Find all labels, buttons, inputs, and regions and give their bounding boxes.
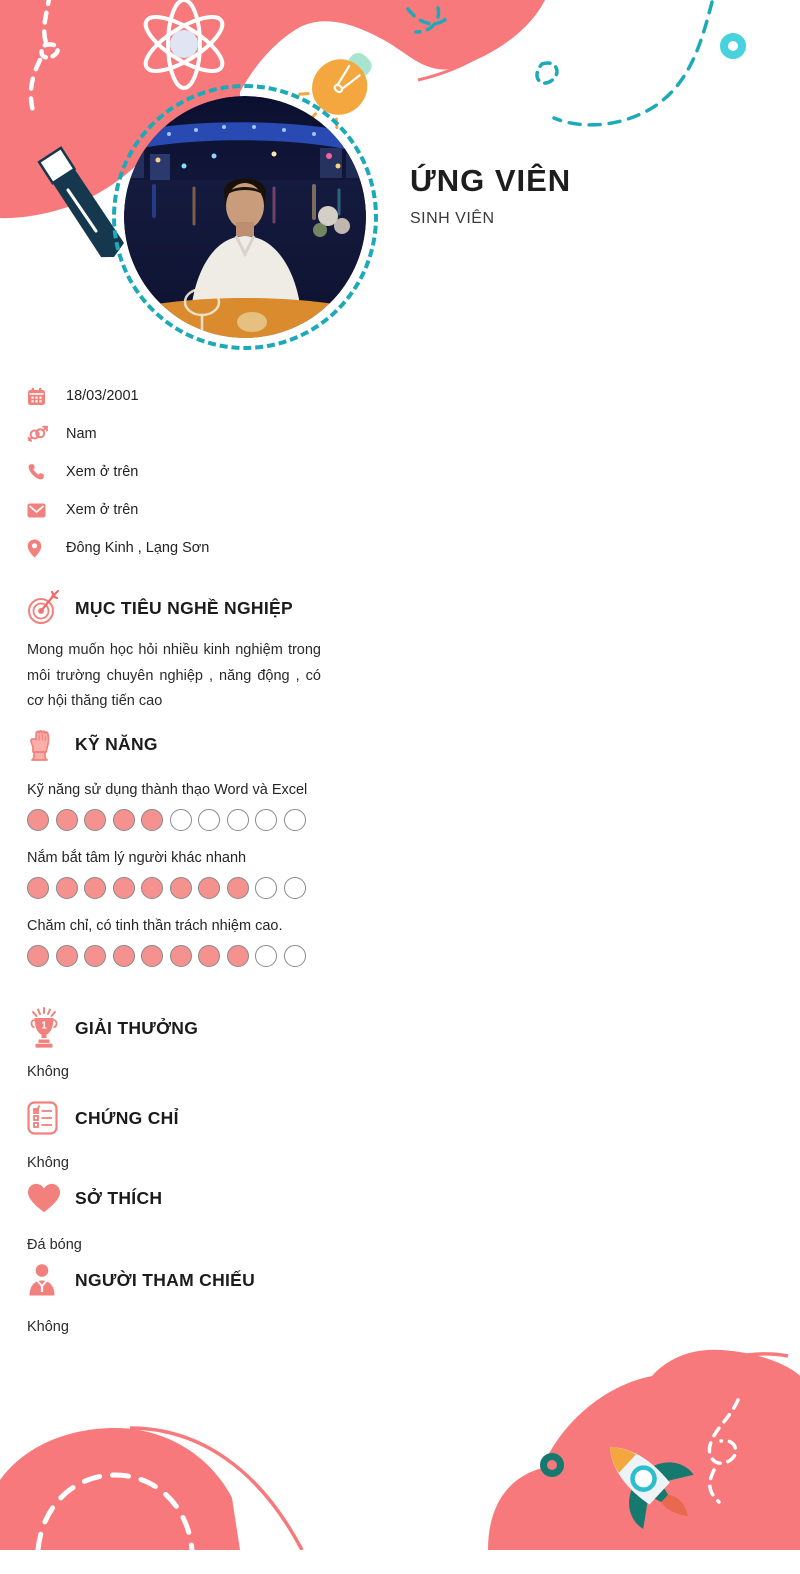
bottom-decoration	[0, 1330, 800, 1550]
certificate-icon	[27, 1100, 61, 1136]
skill-dot-filled	[227, 877, 249, 899]
hobbies-value: Đá bóng	[27, 1237, 82, 1253]
skill-dot-empty	[198, 809, 220, 831]
awards-title: GIẢI THƯỞNG	[75, 1017, 199, 1038]
skill-dots	[27, 945, 327, 967]
skill-dot-empty	[227, 809, 249, 831]
birthday-value: 18/03/2001	[66, 388, 139, 404]
info-row-phone	[27, 453, 357, 491]
teal-small-loop	[537, 63, 557, 83]
skill-dot-filled	[56, 809, 78, 831]
objective-title: MỤC TIÊU NGHỀ NGHIỆP	[75, 597, 293, 618]
awards-value: Không	[27, 1064, 69, 1080]
skill-dot-filled	[198, 877, 220, 899]
references-value: Không	[27, 1319, 69, 1335]
person-icon	[27, 1262, 61, 1298]
skill-dot-filled	[198, 945, 220, 967]
skill-dot-filled	[141, 945, 163, 967]
hobbies-title: SỞ THÍCH	[75, 1187, 163, 1208]
section-references	[27, 1258, 347, 1335]
info-row-birthday	[27, 377, 357, 415]
profile-photo	[124, 96, 366, 338]
skill-dot-filled	[84, 945, 106, 967]
skill-dot-filled	[113, 945, 135, 967]
skill-dot-filled	[84, 809, 106, 831]
skills-title: KỸ NĂNG	[75, 733, 158, 754]
gender-value: Nam	[66, 426, 97, 442]
section-certificates	[27, 1096, 347, 1171]
skill-dot-filled	[56, 877, 78, 899]
references-title: NGƯỜI THAM CHIẾU	[75, 1269, 256, 1290]
info-row-gender	[27, 415, 357, 453]
info-row-email	[27, 491, 357, 529]
skill-dot-empty	[284, 877, 306, 899]
skill-dot-filled	[170, 945, 192, 967]
trophy-icon	[27, 1005, 61, 1051]
teal-dashed-arc	[554, 2, 712, 125]
skill-label: Nắm bắt tâm lý người khác nhanh	[27, 850, 247, 866]
skill-dot-empty	[255, 877, 277, 899]
skill-dot-empty	[170, 809, 192, 831]
skill-label: Chăm chỉ, có tinh thần trách nhiệm cao.	[27, 918, 283, 934]
svg-text:1: 1	[41, 1020, 47, 1032]
skill-dot-filled	[141, 877, 163, 899]
phone-icon	[27, 463, 49, 481]
skill-dot-empty	[284, 945, 306, 967]
certificates-value: Không	[27, 1155, 69, 1171]
skill-dots	[27, 809, 327, 831]
skill-dot-filled	[84, 877, 106, 899]
section-awards	[27, 1006, 347, 1080]
skill-dot-filled	[27, 945, 49, 967]
hand-icon	[27, 726, 61, 762]
candidate-title: SINH VIÊN	[410, 210, 495, 227]
skill-dot-filled	[141, 809, 163, 831]
skill-dot-empty	[255, 945, 277, 967]
skill-dot-filled	[227, 945, 249, 967]
location-value: Đông Kinh , Lạng Sơn	[66, 540, 210, 556]
section-hobbies	[27, 1176, 347, 1253]
skill-dot-filled	[113, 877, 135, 899]
skill-dot-filled	[27, 809, 49, 831]
calendar-icon	[27, 387, 49, 406]
section-objective	[27, 590, 321, 715]
skill-dot-filled	[27, 877, 49, 899]
cyan-ring-icon	[724, 37, 742, 55]
objective-text: Mong muốn học hỏi nhiều kinh nghiệm trong môi trường chuyên nghiệp , năng động , có cơ hội thăng tiến cao	[27, 642, 321, 709]
section-skills	[27, 726, 327, 967]
candidate-name: ỨNG VIÊN	[410, 163, 572, 198]
skill-dot-filled	[170, 877, 192, 899]
skill-dot-empty	[284, 809, 306, 831]
skill-dot-filled	[56, 945, 78, 967]
skill-dot-filled	[113, 809, 135, 831]
skill-dots	[27, 877, 327, 899]
profile-photo-ring	[112, 84, 378, 350]
location-icon	[27, 539, 49, 558]
email-value: Xem ở trên	[66, 502, 139, 518]
phone-value: Xem ở trên	[66, 464, 139, 480]
email-icon	[27, 503, 49, 518]
personal-info-list	[27, 377, 357, 567]
gender-icon	[27, 425, 49, 443]
info-row-location	[27, 529, 357, 567]
heart-icon	[27, 1182, 61, 1214]
target-icon	[27, 590, 61, 626]
certificates-title: CHỨNG CHỈ	[75, 1107, 179, 1128]
skill-dot-empty	[255, 809, 277, 831]
skill-label: Kỹ năng sử dụng thành thạo Word và Excel	[27, 782, 308, 798]
